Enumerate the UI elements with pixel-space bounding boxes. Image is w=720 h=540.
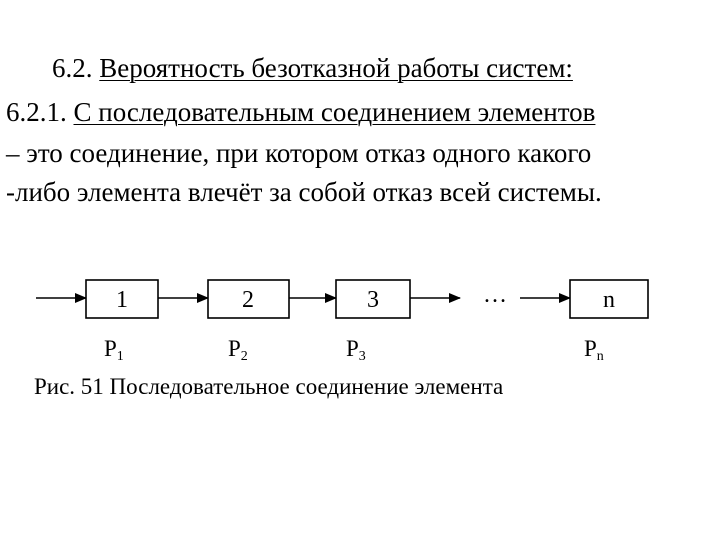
ellipsis: …: [483, 282, 507, 308]
element-label-2: 2: [242, 287, 254, 313]
section-heading: [52, 52, 573, 84]
probability-n: [584, 336, 604, 364]
probability-2-symbol: P: [228, 336, 241, 361]
subsection-number: 6.2.1.: [6, 97, 67, 127]
probability-3-symbol: P: [346, 336, 359, 361]
probability-n-symbol: P: [584, 336, 597, 361]
figure-caption: Рис. 51 Последовательное соединение элемента: [34, 374, 504, 399]
probability-1: [104, 336, 124, 364]
probability-1-symbol: P: [104, 336, 117, 361]
section-number: 6.2.: [52, 53, 93, 83]
definition-term: С последовательным соединением элементов: [73, 97, 596, 127]
probability-3-sub: 3: [358, 349, 366, 364]
probability-n-sub: n: [596, 349, 604, 364]
element-label-n: n: [603, 287, 615, 313]
element-label-3: 3: [367, 287, 379, 313]
section-title: Вероятность безотказной работы систем:: [99, 53, 573, 83]
definition-line-2: – это соединение, при котором отказ одного какого: [6, 138, 592, 168]
probability-3: [346, 336, 366, 364]
definition-line-1: [6, 96, 595, 128]
probability-1-sub: 1: [116, 349, 124, 364]
element-label-1: 1: [116, 287, 128, 313]
probability-2-sub: 2: [240, 349, 248, 364]
series-connection-diagram: [0, 260, 720, 370]
probability-2: [228, 336, 248, 364]
definition-line-3: -либо элемента влечёт за собой отказ всей системы.: [6, 177, 602, 207]
